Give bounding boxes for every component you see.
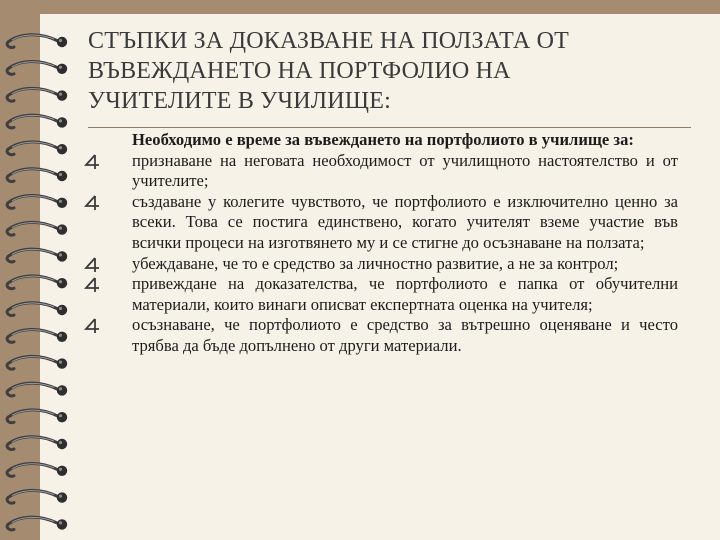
four-digit-bullet-icon [83, 154, 101, 170]
list-item-text: признаване на неговата необходимост от училищното настоятелство и от учителите; [132, 150, 678, 191]
list-item-text: привеждане на доказателства, че портфолиото е папка от обучителни материали, които винаги описват експертната оценка на учителя; [132, 274, 678, 314]
binding-ring [7, 196, 67, 209]
binding-ring [7, 249, 67, 262]
slide-title [88, 26, 688, 116]
binding-ring [7, 303, 67, 316]
binding-ring [7, 356, 67, 369]
binding-ring [7, 464, 67, 477]
title-line-1: СТЪПКИ ЗА ДОКАЗВАНЕ НА ПОЛЗАТА ОТ [88, 28, 569, 54]
binding-ring [7, 437, 67, 450]
binding-ring [7, 410, 67, 423]
slide-body [132, 130, 678, 357]
intro-text: Необходимо е време за въвеждането на портфолиото в училище за: [132, 130, 634, 149]
list-item-3 [132, 254, 678, 275]
binding-ring [7, 35, 67, 48]
binding-ring [7, 169, 67, 182]
list-item-2 [132, 192, 678, 254]
binding-ring [7, 222, 67, 235]
title-line-3: УЧИТЕЛИТЕ В УЧИЛИЩЕ: [88, 88, 391, 114]
four-digit-bullet-icon [83, 318, 101, 334]
list-item-5 [132, 315, 678, 356]
binding-ring [7, 115, 67, 128]
four-digit-bullet-icon [83, 195, 101, 211]
binding-ring [7, 330, 67, 343]
binding-ring [7, 383, 67, 396]
binding-ring [7, 276, 67, 289]
list-item-text: осъзнаване, че портфолиото е средство за вътрешно оценяване и често трябва да бъде допълнено от други материали. [132, 315, 678, 355]
list-item-4 [132, 274, 678, 315]
spiral-binding-icon [0, 0, 90, 540]
list-item-text: убеждаване, че то е средство за личностно развитие, а не за контрол; [132, 253, 619, 273]
binding-ring [7, 62, 67, 75]
list-item-text: създаване у колегите чувството, че портфолиото е изключително ценно за всеки. Това се постига единствено, когато учителят вземе участие във всички процеси на изготвянето му и се стигне до осъзнаване на ползата; [132, 191, 678, 252]
list-item-1 [132, 151, 678, 192]
title-line-2: ВЪВЕЖДАНЕТО НА ПОРТФОЛИО НА [88, 58, 511, 84]
four-digit-bullet-icon [83, 257, 101, 273]
binding-ring [7, 88, 67, 101]
four-digit-bullet-icon [83, 277, 101, 293]
binding-ring [7, 142, 67, 155]
binding-ring [7, 517, 67, 530]
binding-ring [7, 490, 67, 503]
title-divider [88, 127, 691, 128]
